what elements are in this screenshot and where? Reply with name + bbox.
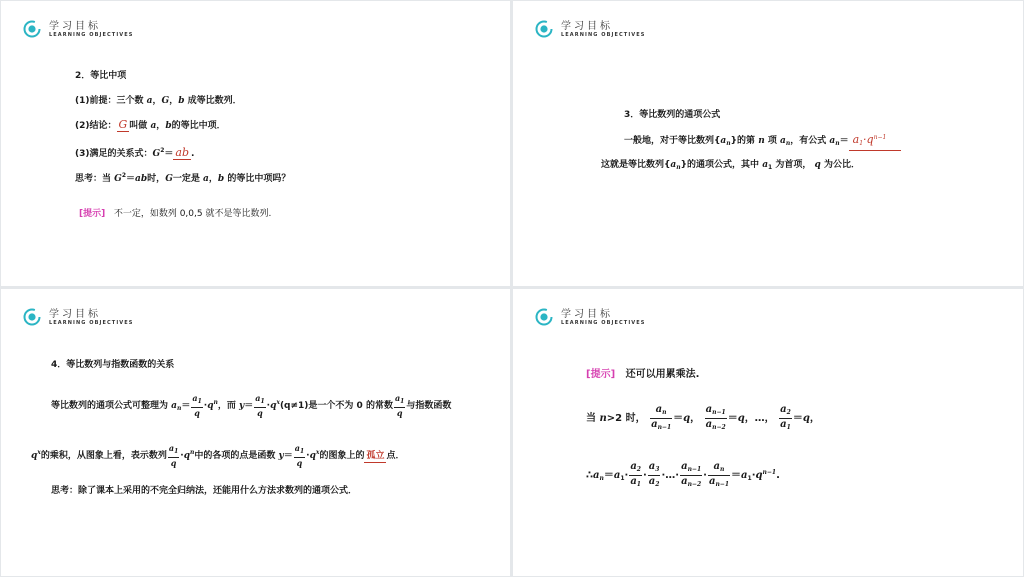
text: }的第 bbox=[730, 136, 756, 146]
explanation-line bbox=[601, 158, 860, 175]
fraction-an-1-over-an-2 bbox=[705, 404, 727, 433]
text: 是一个不为 0 的常数 bbox=[308, 401, 393, 411]
fraction-an-over-an-1 bbox=[650, 404, 672, 433]
answer-blank: 孤立 bbox=[366, 451, 385, 461]
text: 的乘积，从图象上看，表示数列 bbox=[40, 451, 167, 461]
text: ， bbox=[208, 174, 218, 184]
text: a bbox=[713, 460, 721, 472]
var-a: a bbox=[741, 470, 748, 481]
subscript: n−1 bbox=[715, 480, 730, 488]
logo-icon bbox=[535, 20, 553, 38]
text: ＝ bbox=[731, 470, 742, 481]
var-a: a bbox=[592, 470, 600, 481]
var-G: G bbox=[114, 174, 122, 184]
text: a bbox=[255, 392, 261, 403]
header-title: 学习目标 bbox=[561, 21, 613, 32]
text: ，而 bbox=[217, 401, 236, 411]
text: a bbox=[708, 475, 716, 487]
text: ， bbox=[809, 413, 820, 424]
text: ， bbox=[156, 121, 166, 131]
var-q: q bbox=[683, 413, 691, 424]
exponent: x bbox=[315, 449, 320, 456]
fraction-a1-over-q bbox=[254, 393, 265, 419]
var-q: q bbox=[31, 451, 38, 461]
text: a bbox=[192, 392, 198, 403]
header-title: 学习目标 bbox=[49, 309, 101, 320]
text: 思考：当 bbox=[75, 174, 112, 184]
exponent: x bbox=[37, 449, 41, 456]
var-q: q bbox=[814, 160, 821, 170]
text: · bbox=[703, 470, 707, 481]
product-line bbox=[586, 457, 780, 495]
slide-geometric-mean bbox=[1, 1, 510, 286]
answer-blank: ab bbox=[175, 146, 189, 159]
var-q: q bbox=[207, 401, 214, 411]
text: a bbox=[168, 442, 175, 453]
var-a: a bbox=[613, 470, 621, 481]
hint-line bbox=[586, 368, 699, 382]
text: ＝ bbox=[181, 401, 191, 411]
subscript: n bbox=[726, 140, 731, 147]
var-n: n bbox=[758, 136, 765, 146]
var-a: a bbox=[780, 136, 786, 146]
think-question bbox=[75, 169, 290, 186]
fraction-a3-over-a2 bbox=[648, 461, 661, 490]
text: }的通项公式，其中 bbox=[680, 160, 760, 170]
relation-line-2 bbox=[31, 439, 404, 470]
text: a bbox=[630, 475, 637, 487]
subscript: 2 bbox=[655, 480, 660, 488]
text: · bbox=[863, 133, 867, 146]
text: · bbox=[751, 470, 756, 481]
text: 当 bbox=[586, 413, 596, 424]
var-q: q bbox=[270, 401, 277, 411]
var-a: a bbox=[670, 160, 677, 170]
text: 的图象上的 bbox=[319, 451, 365, 461]
exponent: n−1 bbox=[762, 469, 777, 476]
text: ， bbox=[690, 413, 701, 424]
subscript: 2 bbox=[636, 465, 641, 473]
var-a: a bbox=[171, 401, 177, 411]
text: (3)满足的关系式： bbox=[75, 149, 153, 159]
text: a bbox=[294, 442, 300, 453]
text: ，…， bbox=[744, 413, 775, 424]
text: a bbox=[705, 418, 713, 430]
text: ＝ bbox=[283, 451, 293, 461]
fraction-a1-over-q bbox=[394, 393, 405, 419]
hint-label: [提示] bbox=[586, 369, 616, 380]
text: a bbox=[705, 403, 713, 415]
subscript: n bbox=[676, 164, 681, 171]
subscript: n bbox=[599, 475, 604, 482]
text: 等比数列的通项公式可整理为 bbox=[51, 401, 169, 411]
fraction-a1-over-q bbox=[168, 443, 179, 469]
hint-text: 还可以用累乘法. bbox=[625, 369, 700, 380]
subscript: 1 bbox=[768, 164, 773, 171]
section-heading: 2．等比中项 bbox=[75, 71, 127, 81]
text: (1)前提：三个数 bbox=[75, 96, 144, 106]
var-a: a bbox=[762, 160, 769, 170]
relation-line-1 bbox=[51, 389, 451, 423]
answer-blank: G bbox=[118, 118, 128, 131]
subscript: n−2 bbox=[712, 423, 726, 431]
text: ，有公式 bbox=[790, 136, 827, 146]
text: 时， bbox=[147, 174, 166, 184]
exponent: 2 bbox=[160, 147, 165, 154]
text: a bbox=[648, 460, 656, 472]
hint-text: 不一定，如数列 0,0,5 就不是等比数列. bbox=[113, 209, 272, 219]
text: q bbox=[254, 407, 265, 419]
premise-line bbox=[75, 94, 242, 108]
subscript: 1 bbox=[299, 447, 305, 455]
text: 一定是 bbox=[172, 174, 200, 184]
fraction-an-over-an-1 bbox=[708, 461, 730, 490]
var-G: G bbox=[161, 96, 170, 106]
section-heading: 4．等比数列与指数函数的关系 bbox=[51, 360, 175, 370]
var-q: q bbox=[866, 133, 874, 146]
text: ＝ bbox=[792, 413, 803, 424]
subscript: 1 bbox=[786, 423, 791, 431]
text: (q≠1) bbox=[279, 401, 309, 411]
section-heading: 3．等比数列的通项公式 bbox=[624, 110, 721, 120]
var-b: b bbox=[217, 174, 225, 184]
var-b: b bbox=[165, 121, 172, 131]
subscript: n−2 bbox=[687, 480, 702, 488]
text: q bbox=[168, 457, 179, 469]
text: · bbox=[624, 470, 629, 481]
fraction-a2-over-a1 bbox=[629, 461, 642, 490]
text: q bbox=[294, 457, 305, 469]
header-title: 学习目标 bbox=[49, 21, 101, 32]
formula-line bbox=[624, 132, 901, 151]
var-q: q bbox=[309, 451, 316, 461]
text: 项 bbox=[767, 136, 777, 146]
text: 中的各项的点是函数 bbox=[194, 451, 276, 461]
var-a: a bbox=[150, 121, 157, 131]
hint-line bbox=[79, 207, 271, 221]
text: . bbox=[191, 149, 195, 159]
fraction-a1-over-q bbox=[294, 443, 305, 469]
text: ·…· bbox=[661, 470, 680, 481]
text: a bbox=[394, 392, 401, 403]
text: a bbox=[648, 475, 656, 487]
subscript: 1 bbox=[400, 397, 405, 405]
subscript: 1 bbox=[620, 475, 625, 482]
var-n: n bbox=[599, 413, 607, 424]
answer-blank bbox=[849, 132, 901, 151]
header-subtitle: LEARNING OBJECTIVES bbox=[49, 32, 134, 38]
subscript: n bbox=[177, 405, 182, 412]
var-a: a bbox=[829, 136, 836, 146]
subscript: 1 bbox=[747, 475, 752, 482]
var-G: G bbox=[165, 174, 173, 184]
var-ab: ab bbox=[135, 174, 148, 184]
text: a bbox=[630, 460, 637, 472]
text: 为公比． bbox=[823, 160, 860, 170]
text: ＝ bbox=[126, 174, 136, 184]
var-b: b bbox=[178, 96, 185, 106]
var-y: y bbox=[239, 401, 245, 411]
text: 叫做 bbox=[129, 121, 148, 131]
exponent: n bbox=[189, 449, 195, 456]
var-y: y bbox=[278, 451, 284, 461]
text: (2)结论： bbox=[75, 121, 117, 131]
text: 这就是等比数列{ bbox=[601, 160, 671, 170]
subscript: n−1 bbox=[712, 408, 726, 416]
text: ＝ bbox=[164, 149, 174, 159]
text: ， bbox=[152, 96, 162, 106]
header-title: 学习目标 bbox=[561, 309, 613, 320]
exponent: n−1 bbox=[873, 134, 887, 141]
subscript: n bbox=[785, 140, 791, 147]
header-subtitle: LEARNING OBJECTIVES bbox=[49, 320, 134, 326]
var-q: q bbox=[755, 470, 763, 481]
text: 一般地，对于等比数列{ bbox=[624, 136, 721, 146]
var-q: q bbox=[183, 451, 190, 461]
exponent: n bbox=[213, 399, 218, 406]
logo-icon bbox=[535, 308, 553, 326]
subscript: 1 bbox=[859, 140, 864, 147]
header-subtitle: LEARNING OBJECTIVES bbox=[561, 32, 646, 38]
text: ＝ bbox=[839, 136, 849, 146]
header-subtitle: LEARNING OBJECTIVES bbox=[561, 320, 646, 326]
ratio-line bbox=[586, 403, 820, 435]
text: 的等比中项吗？ bbox=[227, 174, 291, 184]
fraction-a1-over-q bbox=[191, 393, 202, 419]
subscript: n bbox=[662, 408, 667, 416]
text: · bbox=[266, 401, 271, 411]
logo-icon bbox=[23, 308, 41, 326]
text: >2 时， bbox=[606, 413, 646, 424]
text: a bbox=[651, 418, 658, 430]
text: 的等比中项． bbox=[171, 121, 226, 131]
text: ＝ bbox=[673, 413, 684, 424]
var-a: a bbox=[720, 136, 727, 146]
text: 成等比数列． bbox=[187, 96, 242, 106]
text: a bbox=[780, 403, 787, 415]
subscript: 1 bbox=[260, 397, 265, 405]
text: · bbox=[306, 451, 310, 461]
text: q bbox=[191, 407, 202, 419]
text: . bbox=[776, 470, 780, 481]
slide-cumulative-product bbox=[513, 289, 1023, 576]
text: q bbox=[394, 407, 405, 419]
text: 为首项， bbox=[775, 160, 812, 170]
conclusion-line bbox=[75, 119, 226, 133]
subscript: 1 bbox=[636, 480, 641, 488]
text: ＝ bbox=[727, 413, 738, 424]
slide-exponential-relation bbox=[1, 289, 510, 576]
text: 与指数函数 bbox=[406, 401, 452, 411]
exponent: x bbox=[276, 399, 280, 406]
subscript: n bbox=[720, 465, 725, 473]
text: ， bbox=[169, 96, 179, 106]
text: a bbox=[655, 403, 663, 415]
text: ＝ bbox=[603, 470, 614, 481]
subscript: n bbox=[835, 140, 840, 147]
var-q: q bbox=[737, 413, 745, 424]
var-a: a bbox=[146, 96, 153, 106]
subscript: n−1 bbox=[687, 465, 702, 473]
fraction-an-1-over-an-2 bbox=[680, 461, 702, 490]
text: a bbox=[681, 475, 688, 487]
text: 点． bbox=[386, 451, 405, 461]
slide-general-term-formula bbox=[513, 1, 1023, 286]
subscript: 2 bbox=[786, 408, 791, 416]
text: a bbox=[780, 418, 787, 430]
var-G: G bbox=[152, 149, 161, 159]
logo-icon bbox=[23, 20, 41, 38]
text: a bbox=[681, 460, 688, 472]
fraction-a2-over-a1 bbox=[779, 404, 792, 433]
text: · bbox=[642, 470, 647, 481]
think-question: 思考：除了课本上采用的不完全归纳法，还能用什么方法求数列的通项公式． bbox=[51, 486, 358, 496]
var-a: a bbox=[203, 174, 209, 184]
var-q: q bbox=[802, 413, 810, 424]
subscript: 1 bbox=[197, 397, 202, 405]
var-a: a bbox=[852, 133, 860, 146]
relation-line bbox=[75, 144, 194, 161]
text: · bbox=[180, 451, 184, 461]
text: ＝ bbox=[244, 401, 254, 411]
exponent: 2 bbox=[121, 172, 127, 179]
subscript: 3 bbox=[655, 465, 660, 473]
subscript: 1 bbox=[174, 447, 179, 455]
hint-label: [提示] bbox=[79, 209, 106, 219]
subscript: n−1 bbox=[657, 423, 672, 431]
therefore-symbol: ∴ bbox=[586, 470, 593, 481]
text: · bbox=[203, 401, 208, 411]
